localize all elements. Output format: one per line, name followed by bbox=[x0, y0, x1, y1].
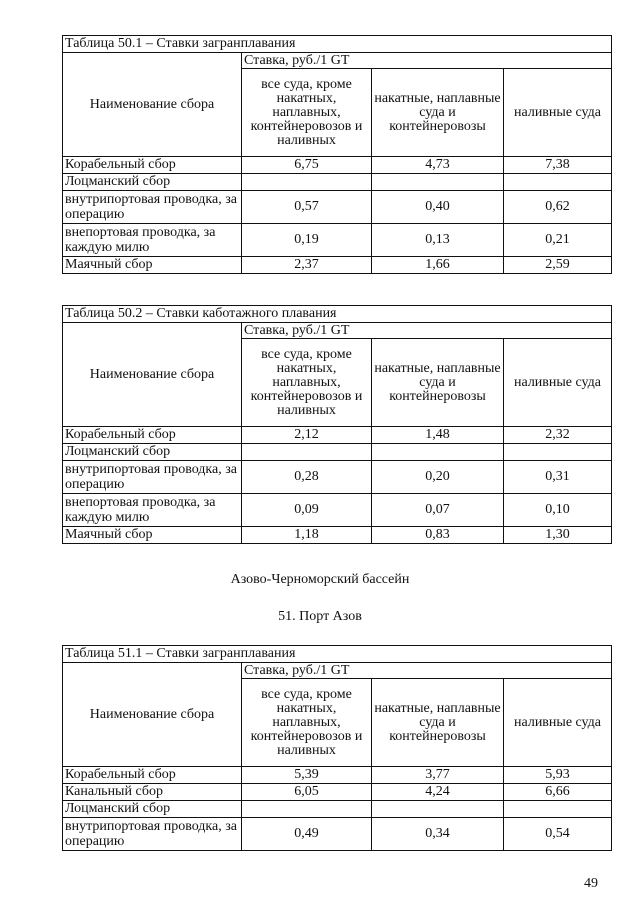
rate-header: Ставка, руб./1 GT bbox=[242, 53, 612, 69]
row-label: Маячный сбор bbox=[63, 257, 242, 274]
row-label: Маячный сбор bbox=[63, 527, 242, 544]
cell-value: 0,31 bbox=[504, 461, 612, 494]
page-number: 49 bbox=[584, 876, 598, 891]
column-header-all-vessels: все суда, кроме накатных, наплавных, контейнеровозов и наливных bbox=[242, 679, 372, 767]
table-row bbox=[63, 444, 612, 461]
table-row bbox=[63, 494, 612, 527]
row-label: внутрипортовая проводка, за операцию bbox=[63, 191, 242, 224]
cell-value bbox=[504, 444, 612, 461]
table-caption: Таблица 50.2 – Ставки каботажного плавания bbox=[63, 306, 612, 323]
table-row bbox=[63, 527, 612, 544]
table-row bbox=[63, 224, 612, 257]
cell-value: 5,39 bbox=[242, 767, 372, 784]
basin-heading: Азово-Черноморский бассейн bbox=[230, 572, 410, 587]
cell-value: 0,21 bbox=[504, 224, 612, 257]
rate-header: Ставка, руб./1 GT bbox=[242, 663, 612, 679]
row-label: Корабельный сбор bbox=[63, 157, 242, 174]
row-label: внутрипортовая проводка, за операцию bbox=[63, 818, 242, 851]
column-header-roro-container: накатные, наплавные суда и контейнеровозы bbox=[372, 339, 504, 427]
cell-value: 0,13 bbox=[372, 224, 504, 257]
column-header-all-vessels: все суда, кроме накатных, наплавных, контейнеровозов и наливных bbox=[242, 69, 372, 157]
cell-value: 5,93 bbox=[504, 767, 612, 784]
cell-value: 2,37 bbox=[242, 257, 372, 274]
cell-value: 0,49 bbox=[242, 818, 372, 851]
row-label: Канальный сбор bbox=[63, 784, 242, 801]
cell-value bbox=[242, 174, 372, 191]
table-row bbox=[63, 174, 612, 191]
cell-value: 0,10 bbox=[504, 494, 612, 527]
table-row bbox=[63, 818, 612, 851]
rates-table-50-1 bbox=[62, 35, 612, 274]
table-row bbox=[63, 191, 612, 224]
column-header-tankers: наливные суда bbox=[504, 679, 612, 767]
row-label: Корабельный сбор bbox=[63, 427, 242, 444]
cell-value: 1,30 bbox=[504, 527, 612, 544]
cell-value: 0,40 bbox=[372, 191, 504, 224]
row-label: Лоцманский сбор bbox=[63, 174, 242, 191]
table-row bbox=[63, 461, 612, 494]
rates-table-51-1 bbox=[62, 645, 612, 851]
cell-value bbox=[242, 444, 372, 461]
table-row bbox=[63, 257, 612, 274]
cell-value: 2,59 bbox=[504, 257, 612, 274]
column-header-roro-container: накатные, наплавные суда и контейнеровозы bbox=[372, 679, 504, 767]
cell-value: 0,28 bbox=[242, 461, 372, 494]
cell-value bbox=[372, 444, 504, 461]
cell-value: 1,48 bbox=[372, 427, 504, 444]
cell-value: 4,24 bbox=[372, 784, 504, 801]
cell-value: 4,73 bbox=[372, 157, 504, 174]
row-label: Корабельный сбор bbox=[63, 767, 242, 784]
cell-value: 6,66 bbox=[504, 784, 612, 801]
column-header-tankers: наливные суда bbox=[504, 69, 612, 157]
cell-value: 0,83 bbox=[372, 527, 504, 544]
table-row bbox=[63, 784, 612, 801]
column-header-all-vessels: все суда, кроме накатных, наплавных, контейнеровозов и наливных bbox=[242, 339, 372, 427]
cell-value bbox=[372, 174, 504, 191]
cell-value: 0,62 bbox=[504, 191, 612, 224]
port-heading: 51. Порт Азов bbox=[278, 609, 362, 624]
fee-name-header: Наименование сбора bbox=[63, 663, 242, 767]
cell-value: 0,09 bbox=[242, 494, 372, 527]
column-header-tankers: наливные суда bbox=[504, 339, 612, 427]
cell-value: 2,12 bbox=[242, 427, 372, 444]
table-row bbox=[63, 767, 612, 784]
cell-value: 6,05 bbox=[242, 784, 372, 801]
rates-table-50-2 bbox=[62, 305, 612, 544]
cell-value bbox=[504, 801, 612, 818]
cell-value: 3,77 bbox=[372, 767, 504, 784]
cell-value bbox=[242, 801, 372, 818]
cell-value: 0,19 bbox=[242, 224, 372, 257]
cell-value: 2,32 bbox=[504, 427, 612, 444]
fee-name-header: Наименование сбора bbox=[63, 53, 242, 157]
row-label: внутрипортовая проводка, за операцию bbox=[63, 461, 242, 494]
row-label: Лоцманский сбор bbox=[63, 444, 242, 461]
cell-value: 0,57 bbox=[242, 191, 372, 224]
cell-value: 0,34 bbox=[372, 818, 504, 851]
cell-value: 0,54 bbox=[504, 818, 612, 851]
table-caption: Таблица 50.1 – Ставки загранплавания bbox=[63, 36, 612, 53]
cell-value: 7,38 bbox=[504, 157, 612, 174]
fee-name-header: Наименование сбора bbox=[63, 323, 242, 427]
row-label: Лоцманский сбор bbox=[63, 801, 242, 818]
cell-value bbox=[504, 174, 612, 191]
cell-value: 0,07 bbox=[372, 494, 504, 527]
table-row bbox=[63, 427, 612, 444]
table-caption: Таблица 51.1 – Ставки загранплавания bbox=[63, 646, 612, 663]
cell-value: 1,18 bbox=[242, 527, 372, 544]
table-row bbox=[63, 801, 612, 818]
cell-value: 0,20 bbox=[372, 461, 504, 494]
row-label: внепортовая проводка, за каждую милю bbox=[63, 494, 242, 527]
cell-value bbox=[372, 801, 504, 818]
cell-value: 6,75 bbox=[242, 157, 372, 174]
row-label: внепортовая проводка, за каждую милю bbox=[63, 224, 242, 257]
table-row bbox=[63, 157, 612, 174]
column-header-roro-container: накатные, наплавные суда и контейнеровозы bbox=[372, 69, 504, 157]
rate-header: Ставка, руб./1 GT bbox=[242, 323, 612, 339]
cell-value: 1,66 bbox=[372, 257, 504, 274]
